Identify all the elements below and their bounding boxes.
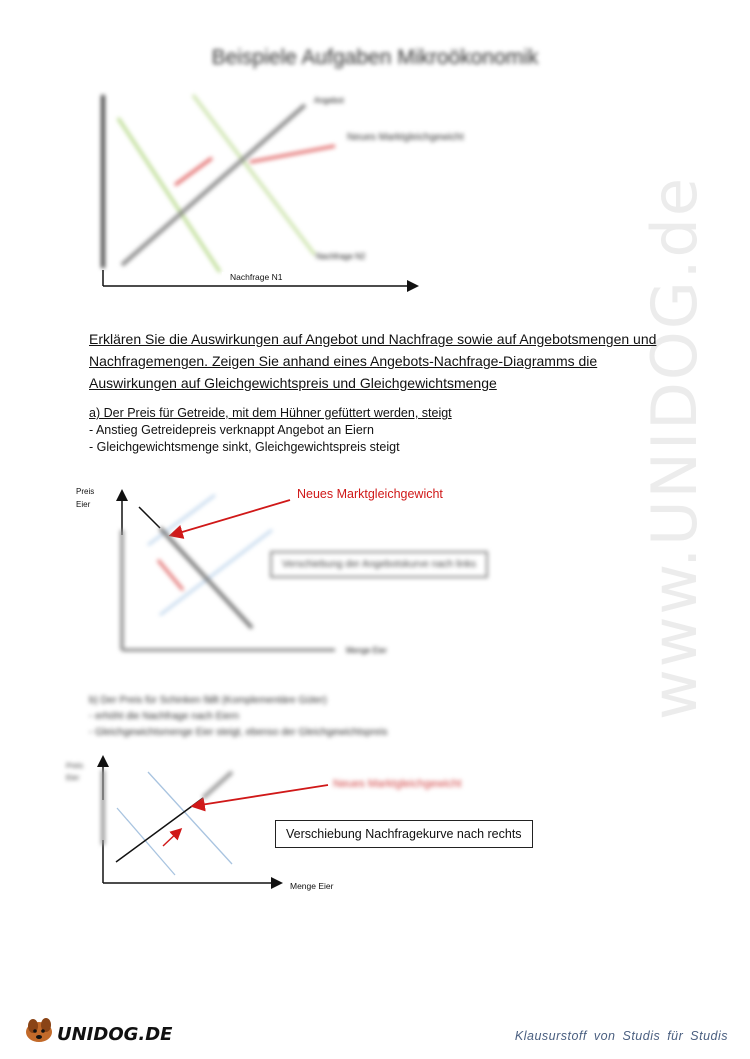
label-nachfrage-n1: Nachfrage N1 [222, 272, 290, 284]
section-a-heading: a) Der Preis für Getreide, mit dem Hühner gefüttert werden, steigt [89, 406, 452, 420]
label-neues-marktgleichgewicht-1: Neues Marktgleichgewicht [347, 132, 464, 143]
section-b-bullet-1: - erhöht die Nachfrage nach Eiern [89, 711, 240, 722]
demand-curve-top [139, 507, 160, 528]
label-angebot: Angebot [314, 96, 344, 105]
section-a-bullet-1: - Anstieg Getreidepreis verknappt Angebot an Eiern [89, 423, 374, 437]
diagram-3-ylabel-line-1: Preis [66, 761, 84, 770]
task-line-1: Erklären Sie die Auswirkungen auf Angebot und Nachfrage sowie auf Angebotsmengen und [89, 331, 657, 347]
shift-arrow [175, 158, 212, 185]
box-verschiebung-angebotskurve: Verschiebung der Angebotskurve nach links [270, 551, 488, 578]
section-b [89, 693, 387, 741]
equilibrium-arrow [250, 146, 335, 162]
label-neues-marktgleichgewicht-2: Neues Marktgleichgewicht [297, 487, 443, 501]
demand-curve-n2 [193, 95, 315, 255]
equilibrium-arrow [172, 500, 290, 535]
footer-tagline: Klausurstoff von Studis für Studis [514, 1029, 728, 1043]
diagram-1 [0, 0, 750, 300]
section-a [89, 405, 452, 456]
label-nachfrage-n2: Nachfrage N2 [316, 252, 366, 261]
box-verschiebung-nachfragekurve: Verschiebung Nachfragekurve nach rechts [275, 820, 533, 848]
task-line-2: Nachfragemengen. Zeigen Sie anhand eines Angebots-Nachfrage-Diagramms die [89, 353, 598, 369]
section-b-heading: b) Der Preis für Schinken fällt (Komplementäre Güter) [89, 695, 327, 706]
task-line-3: Auswirkungen auf Gleichgewichtspreis und Gleichgewichtsmenge [89, 375, 497, 391]
logo-text: UNIDOG.DE [57, 1024, 173, 1045]
label-neues-marktgleichgewicht-3: Neues Marktgleichgewicht [333, 778, 462, 790]
supply-curve-old [160, 530, 272, 615]
dog-logo-icon [22, 1014, 56, 1044]
demand-curve-old [117, 808, 175, 875]
task-description [89, 328, 679, 394]
watermark: www.UNIDOG.de [638, 176, 711, 720]
supply-curve [122, 105, 305, 265]
diagram-2-ylabel-line-2: Eier [76, 500, 91, 509]
shift-arrow [163, 830, 180, 846]
supply-curve-top [203, 772, 232, 798]
section-a-bullet-2: - Gleichgewichtsmenge sinkt, Gleichgewichtspreis steigt [89, 440, 400, 454]
diagram-3-ylabel-line-2: Eier [66, 773, 80, 782]
supply-curve [116, 798, 203, 862]
supply-curve-new [148, 495, 215, 545]
diagram-2-ylabel-line-1: Preis [76, 487, 95, 496]
shift-arrow [158, 560, 183, 590]
section-b-bullet-2: - Gleichgewichtsmenge Eier steigt, ebenso der Gleichgewichtspreis [89, 727, 388, 738]
diagram-2-xlabel: Menge Eier [346, 646, 387, 655]
page-title: Beispiele Aufgaben Mikroökonomik [211, 46, 539, 69]
diagram-3-xlabel: Menge Eier [290, 881, 334, 891]
